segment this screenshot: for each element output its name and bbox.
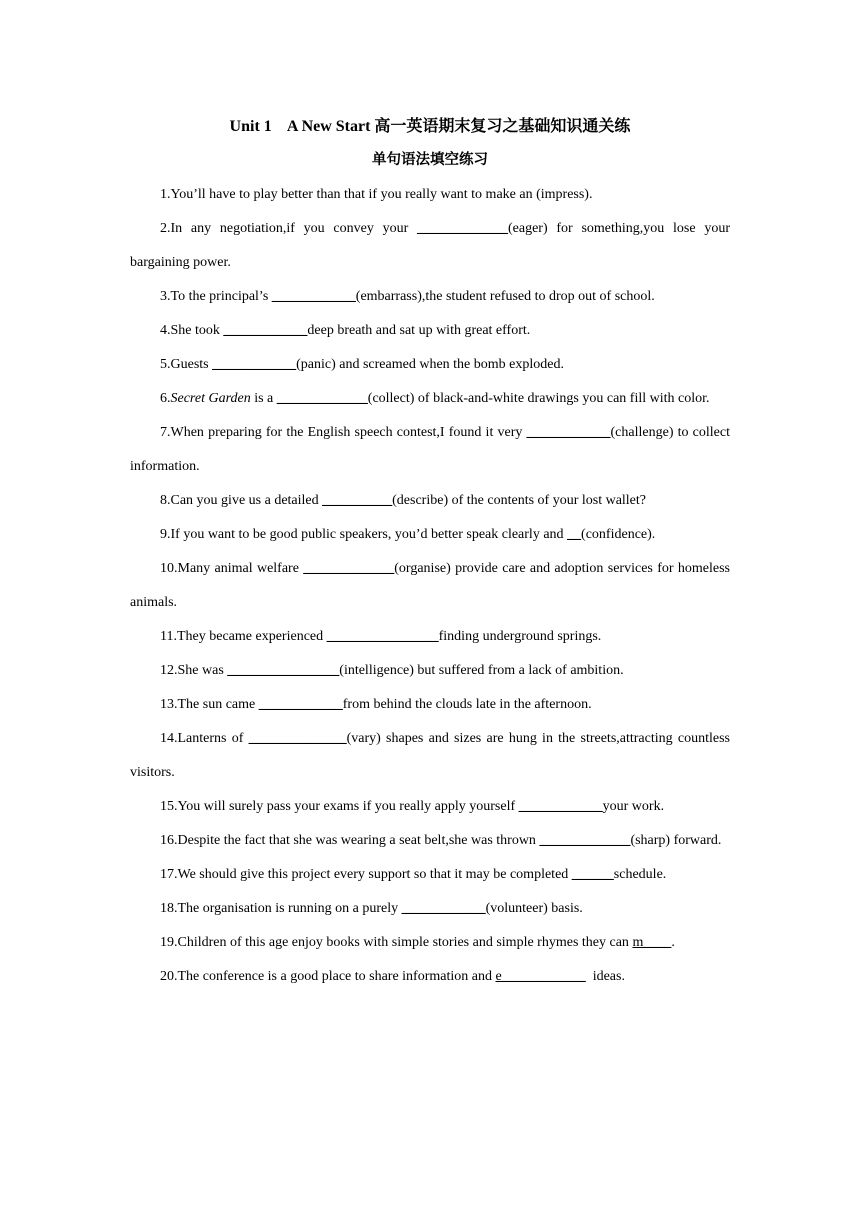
answer-blank: ____________ <box>223 323 308 338</box>
question-text: In any negotiation,if you convey your <box>170 221 417 236</box>
section-subtitle: 单句语法填空练习 <box>372 152 488 168</box>
question-text: The sun came <box>177 697 259 712</box>
question-list <box>130 178 734 994</box>
question-hint: your work. <box>602 799 665 814</box>
question-item <box>130 824 730 858</box>
answer-blank: _____________ <box>303 561 395 576</box>
answer-blank: m____ <box>632 935 672 950</box>
question-hint: (collect) of black-and-white drawings you can fill with color. <box>367 391 710 406</box>
answer-blank: ________________ <box>326 629 439 644</box>
question-item <box>130 960 730 994</box>
question-item <box>130 484 730 518</box>
question-text: Can you give us a detailed <box>170 493 323 508</box>
question-number: 16. <box>160 833 178 848</box>
question-text: We should give this project every support so that it may be completed <box>177 867 572 882</box>
answer-blank: ____________ <box>401 901 486 916</box>
question-text: Despite the fact that she was wearing a seat belt,she was thrown <box>177 833 540 848</box>
question-hint: (volunteer) basis. <box>485 901 583 916</box>
question-text: Lanterns of <box>177 731 249 746</box>
question-text: Many animal welfare <box>177 561 304 576</box>
question-text: You’ll have to play better than that if you really want to make an <box>170 187 537 202</box>
question-text: She took <box>170 323 224 338</box>
question-number: 19. <box>160 935 178 950</box>
question-item <box>130 280 730 314</box>
question-number: 20. <box>160 969 178 984</box>
question-text: If you want to be good public speakers, you’d better speak clearly and <box>170 527 568 542</box>
answer-blank: ____________ <box>526 425 611 440</box>
question-number: 10. <box>160 561 178 576</box>
question-item <box>130 688 730 722</box>
answer-blank: ______ <box>571 867 614 882</box>
question-number: 3. <box>160 289 171 304</box>
question-item <box>130 416 734 484</box>
answer-blank: _____________ <box>539 833 631 848</box>
question-hint: (sharp) forward. <box>630 833 722 848</box>
answer-blank: _____________ <box>276 391 368 406</box>
answer-blank: ______________ <box>248 731 347 746</box>
answer-blank: _____________ <box>417 221 508 236</box>
question-item <box>130 382 730 416</box>
answer-blank: ____________ <box>271 289 356 304</box>
question-text: When preparing for the English speech contest,I found it very <box>170 425 527 440</box>
question-text: She was <box>177 663 228 678</box>
question-number: 18. <box>160 901 178 916</box>
question-hint: (eager) for something,you lose your bargaining power. <box>130 221 734 270</box>
question-item <box>130 348 730 382</box>
question-number: 17. <box>160 867 178 882</box>
question-hint: (confidence). <box>581 527 656 542</box>
question-text: Children of this age enjoy books with simple stories and simple rhymes they can <box>177 935 633 950</box>
question-item <box>130 790 730 824</box>
page-title: Unit 1 A New Start 高一英语期末复习之基础知识通关练 <box>229 118 631 135</box>
question-number: 14. <box>160 731 178 746</box>
question-item <box>130 212 734 280</box>
answer-blank: ____________ <box>518 799 603 814</box>
question-text: Guests <box>170 357 213 372</box>
question-hint: ideas. <box>585 969 625 984</box>
question-hint: from behind the clouds late in the afternoon. <box>342 697 592 712</box>
question-number: 8. <box>160 493 171 508</box>
answer-blank: __________ <box>322 493 393 508</box>
answer-blank: ____________ <box>212 357 297 372</box>
question-number: 7. <box>160 425 171 440</box>
question-item <box>130 858 730 892</box>
question-item <box>130 620 730 654</box>
question-hint: (describe) of the contents of your lost wallet? <box>392 493 646 508</box>
question-number: 4. <box>160 323 171 338</box>
question-hint: (embarrass),the student refused to drop out of school. <box>355 289 655 304</box>
question-number: 2. <box>160 221 171 236</box>
question-number: 15. <box>160 799 178 814</box>
question-item <box>130 178 730 212</box>
question-hint: schedule. <box>613 867 667 882</box>
question-text: To the principal’s <box>170 289 272 304</box>
question-text: The organisation is running on a purely <box>177 901 402 916</box>
book-title: Secret Garden <box>170 391 251 406</box>
question-text: You will surely pass your exams if you really apply yourself <box>177 799 519 814</box>
question-number: 5. <box>160 357 171 372</box>
question-number: 1. <box>160 187 171 202</box>
question-hint: (organise) provide care and adoption services for homeless animals. <box>130 561 734 610</box>
answer-blank: e____________ <box>495 969 586 984</box>
question-item <box>130 654 730 688</box>
question-hint: deep breath and sat up with great effort. <box>307 323 531 338</box>
question-hint: . <box>671 935 675 950</box>
question-hint: (challenge) to collect information. <box>130 425 734 474</box>
question-item <box>130 314 730 348</box>
question-hint: (vary) shapes and sizes are hung in the streets,attracting countless visitors. <box>130 731 734 780</box>
question-hint: (panic) and screamed when the bomb exploded. <box>296 357 564 372</box>
question-text: is a <box>250 391 277 406</box>
question-hint: (impress). <box>536 187 593 202</box>
answer-blank: ____________ <box>258 697 343 712</box>
question-item <box>130 926 730 960</box>
question-item <box>130 552 734 620</box>
question-number: 11. <box>160 629 177 644</box>
question-number: 6. <box>160 391 171 406</box>
question-number: 9. <box>160 527 171 542</box>
question-number: 12. <box>160 663 178 678</box>
question-item <box>130 892 730 926</box>
question-hint: finding underground springs. <box>438 629 602 644</box>
question-item <box>130 518 730 552</box>
question-text: The conference is a good place to share information and <box>177 969 496 984</box>
question-hint: (intelligence) but suffered from a lack of ambition. <box>339 663 624 678</box>
question-number: 13. <box>160 697 178 712</box>
answer-blank: __ <box>567 527 582 542</box>
question-item <box>130 722 734 790</box>
question-text: They became experienced <box>176 629 327 644</box>
answer-blank: ________________ <box>227 663 340 678</box>
